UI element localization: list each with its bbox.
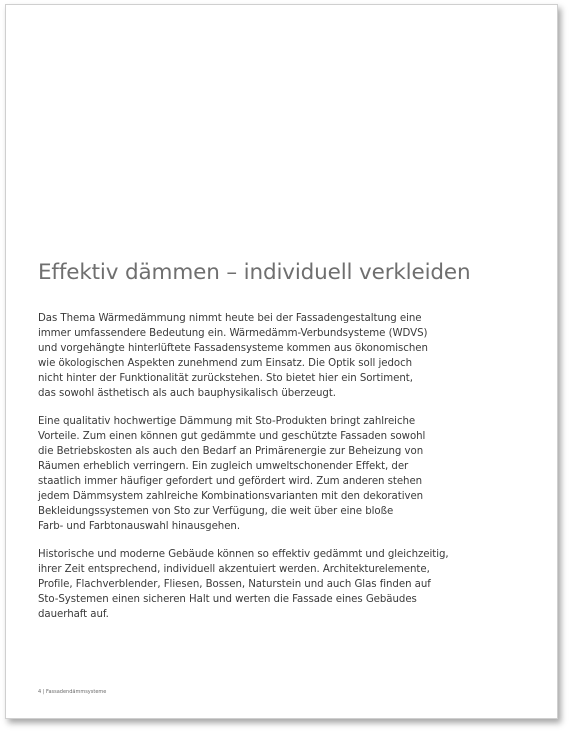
body-text: [38, 311, 478, 635]
text-line: dauerhaft auf.: [38, 609, 109, 620]
paragraph-3: [38, 547, 478, 622]
text-line: wie ökologischen Aspekten zunehmend zum Einsatz. Die Optik soll jedoch: [38, 358, 413, 369]
text-line: Das Thema Wärmedämmung nimmt heute bei der Fassadengestaltung eine: [38, 313, 422, 324]
text-line: ihrer Zeit entsprechend, individuell akzentuiert werden. Architekturelemente,: [38, 564, 430, 575]
text-line: das sowohl ästhetisch als auch bauphysikalisch überzeugt.: [38, 388, 336, 399]
text-line: Profile, Flachverblender, Fliesen, Bossen, Naturstein und auch Glas finden auf: [38, 579, 431, 590]
text-line: Bekleidungssystemen von Sto zur Verfügung, die weit über eine bloße: [38, 506, 394, 517]
text-line: Vorteile. Zum einen können gut gedämmte und geschützte Fassaden sowohl: [38, 431, 426, 442]
text-line: Historische und moderne Gebäude können so effektiv gedämmt und gleichzeitig,: [38, 549, 449, 560]
text-line: jedem Dämmsystem zahlreiche Kombinationsvarianten mit den dekorativen: [38, 491, 424, 502]
text-line: Räumen erheblich verringern. Ein zugleich umweltschonender Effekt, der: [38, 461, 409, 472]
text-line: Eine qualitativ hochwertige Dämmung mit Sto-Produkten bringt zahlreiche: [38, 416, 416, 427]
paragraph-2: [38, 414, 478, 534]
text-line: Sto-Systemen einen sicheren Halt und werten die Fassade eines Gebäudes: [38, 594, 417, 605]
text-line: immer umfassendere Bedeutung ein. Wärmedämm-Verbundsysteme (WDVS): [38, 328, 428, 339]
paragraph-1: [38, 311, 478, 401]
page-heading: Effektiv dämmen – individuell verkleiden: [38, 260, 471, 285]
text-line: die Betriebskosten als auch den Bedarf an Primärenergie zur Beheizung von: [38, 446, 424, 457]
text-line: staatlich immer häufiger gefordert und gefördert wird. Zum anderen stehen: [38, 476, 423, 487]
text-line: nicht hinter der Funktionalität zurückstehen. Sto bietet hier ein Sortiment,: [38, 373, 413, 384]
text-line: Farb- und Farbtonauswahl hinausgehen.: [38, 521, 241, 532]
page-footer: 4 | Fassadendämmsysteme: [38, 689, 107, 695]
text-line: und vorgehängte hinterlüftete Fassadensysteme kommen aus ökonomischen: [38, 343, 428, 354]
document-page: [5, 4, 558, 719]
